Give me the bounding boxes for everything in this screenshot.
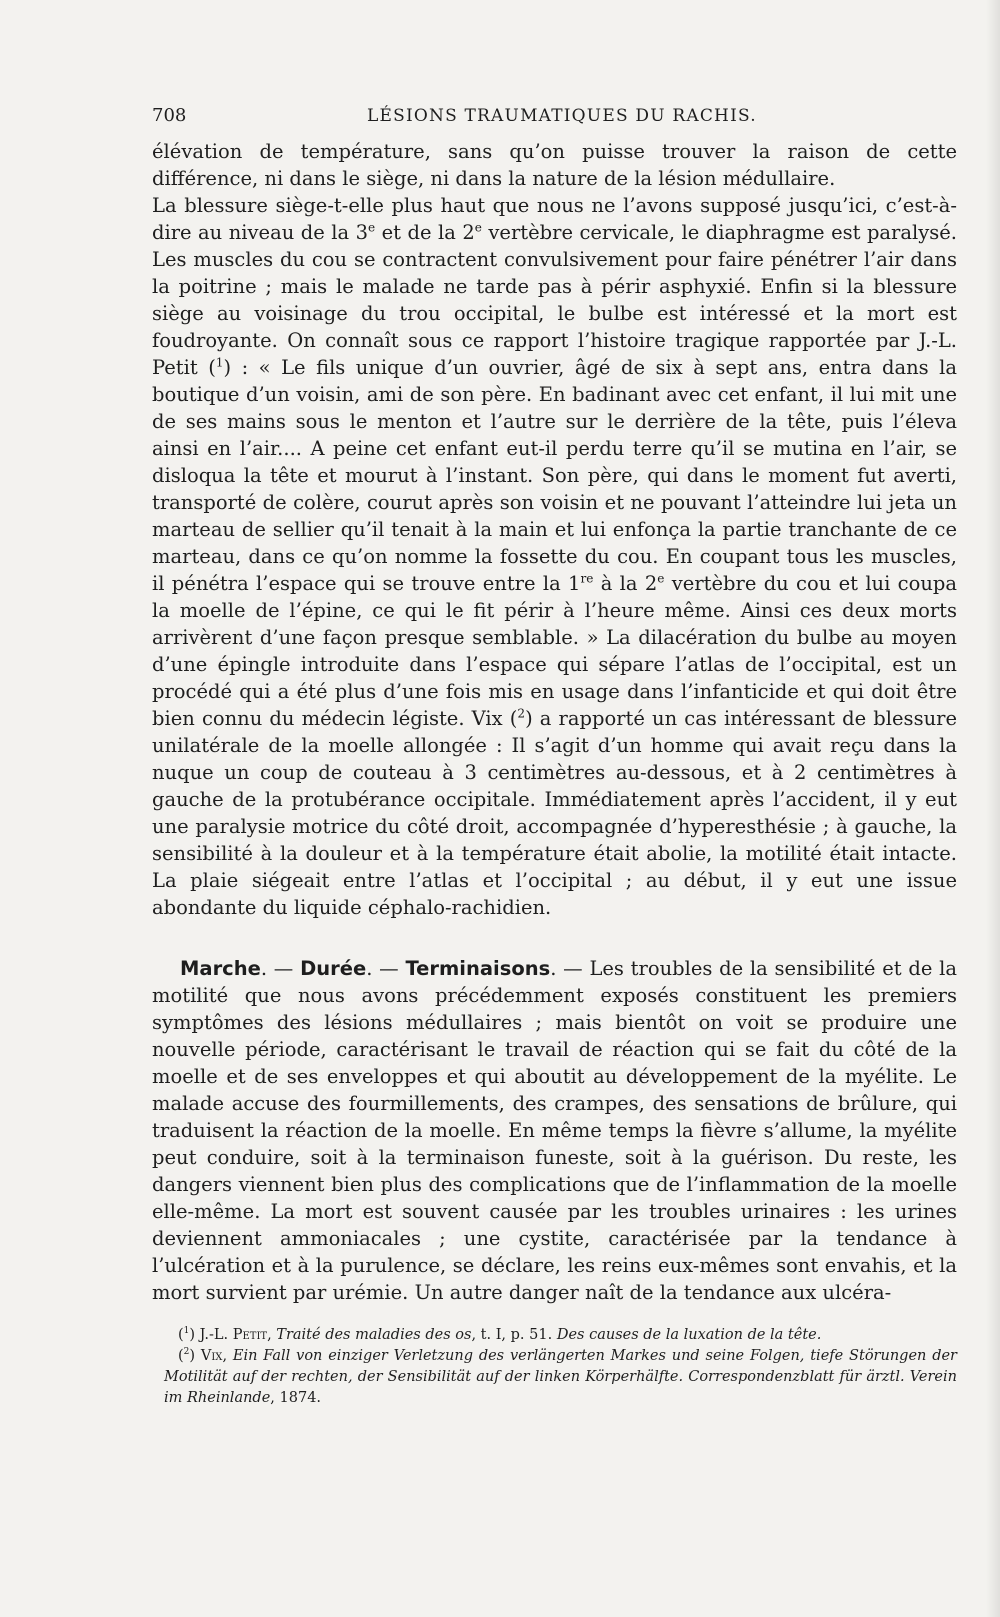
footnote-author: Vix [200, 1348, 223, 1364]
section-marche-duree-terminaisons [152, 955, 957, 1306]
footnote-title: Ein Fall von einziger Verletzung des verlängerten Markes und seine Folgen, tiefe Störungen der Motilität auf der rechten, der Sensibilität auf der linken Körperhälfte. Correspondenzblatt für ärztl. Verein im Rheinlande [164, 1348, 957, 1406]
footnote-author-initials: J.-L. [199, 1327, 233, 1343]
paragraph-text: ) : « Le fils unique d’un ouvrier, âgé de six à sept ans, entra dans la boutique d’un voisin, ami de son père. En badinant avec cet enfant, il lui mit une de ses mains sous le menton et l’autre sur le derrière de la tête, puis l’éleva ainsi en l’air.... A peine cet enfant eut-il perdu terre qu’il se mutina en l’air, se disloqua la tête et mourut à l’instant. Son père, qui dans le moment fut averti, transporté de colère, courut après son voisin et ne pouvant l’atteindre lui jeta un marteau de sellier qu’il tenait à la main et lui enfonça la partie tranchante de ce marteau, dans ce qu’on nomme la fossette du cou. En coupant tous les muscles, il pénétra l’espace qui se trouve entre la 1 [152, 356, 957, 595]
section-heading-marche: Marche [180, 957, 261, 980]
paragraph-text: vertèbre cervicale, le diaphragme est paralysé. Les muscles du cou se contractent convulsivement pour faire pénétrer l’air dans la poitrine ; mais le malade ne tarde pas à périr asphyxié. Enfin si la blessure siège au voisinage du trou occipital, le bulbe est intéressé et la mort est foudroyante. On connaît sous ce rapport l’histoire tragique rapportée par J.-L. Petit ( [152, 221, 957, 379]
footnotes [164, 1325, 957, 1409]
section-heading-duree: Durée [300, 957, 367, 980]
footnote-separator: , [222, 1348, 233, 1364]
section-heading-terminaisons: Terminaisons [405, 957, 551, 980]
footnote-ref-1: 1 [215, 355, 224, 370]
footnote-ref-2: 2 [517, 706, 526, 721]
paragraph-text: vertèbre du cou et lui coupa la moelle de l’épine, ce qui le fit périr à l’heure même. Ainsi ces deux morts arrivèrent d’une façon presque semblable. » La dilacération du bulbe au moyen d’une épingle introduite dans l’espace qui sépare l’atlas de l’occipital, est un procédé qui a été plus d’une fois mis en usage dans l’infanticide et qui doit être bien connu du médecin légiste. Vix ( [152, 572, 958, 730]
footnote-author: Petit [232, 1327, 268, 1343]
footnote-reference: , t. I, p. 51. [471, 1327, 557, 1343]
body-text [152, 138, 957, 921]
footnote-chapter: Des causes de la luxation de la tête. [556, 1327, 822, 1343]
paragraph-upper-cervical [152, 192, 957, 921]
footnote-mark: 2 [183, 1347, 190, 1358]
footnote-1: ($^1$) J.-L. Petit, Traité des maladies des os, t. I, p. 51. Des causes de la luxation de la tête. [178, 1326, 822, 1343]
paragraph-text: élévation de température, sans qu’on puisse trouver la raison de cette différence, ni dans le siège, ni dans la nature de la lésion médullaire. [152, 140, 957, 190]
superscript: e [657, 571, 665, 586]
paragraph-text: La blessure siège-t-elle plus haut que nous ne l’avons supposé jusqu’ici, c’est-à-dire au niveau de la 3 [152, 194, 957, 244]
page-edge-shadow [986, 0, 1000, 1617]
footnote-2: ($^2$) Vix, Ein Fall von einziger Verletzung des verlängerten Markes und seine Folgen, tiefe Störungen der Motilität auf der rechten, der Sensibilität auf der linken Körperhälfte. Correspondenzblatt für ärztl. Verein im Rheinlande, 1874. [164, 1347, 957, 1406]
footnote-title: Traité des maladies des os [276, 1327, 472, 1343]
superscript: e [368, 220, 376, 235]
footnote-mark: 1 [183, 1326, 190, 1337]
footnote-year: , 1874. [270, 1390, 322, 1406]
footnote-separator: , [267, 1327, 277, 1343]
superscript: re [580, 571, 594, 586]
paragraph-text: ) a rapporté un cas intéressant de blessure unilatérale de la moelle allongée : Il s’agit d’un homme qui avait reçu dans la nuque un coup de couteau à 3 centimètres au-dessous, et à 2 centimètres à gauche de la protubérance occipitale. Immédiatement après l’accident, il y eut une paralysie motrice du côté droit, accompagnée d’hyperesthésie ; à gauche, la sensibilité à la douleur et à la température était abolie, la motilité était intacte. La plaie siégeait entre l’atlas et l’occipital ; au début, il y eut une issue abondante du liquide céphalo-rachidien. [152, 707, 957, 919]
superscript: e [474, 220, 482, 235]
heading-separator: . — [550, 957, 590, 980]
paragraph-text: et de la 2 [375, 221, 475, 244]
page-header [152, 103, 972, 129]
paragraph-text: à la 2 [593, 572, 658, 595]
paragraph-continuation [152, 138, 957, 192]
section-text: Les troubles de la sensibilité et de la motilité que nous avons précédemment exposés constituent les premiers symptômes des lésions médullaires ; mais bientôt on voit se produire une nouvelle période, caractérisant le travail de réaction qui se fait du côté de la moelle et de ses enveloppes et qui aboutit au développement de la myélite. Le malade accuse des fourmillements, des crampes, des sensations de brûlure, qui traduisent la réaction de la moelle. En même temps la fièvre s’allume, la myélite peut conduire, soit à la terminaison funeste, soit à la guérison. Du reste, les dangers viennent bien plus des complications que de l’inflammation de la moelle elle-même. La mort est souvent causée par les troubles urinaires : les urines deviennent ammoniacales ; une cystite, caractérisée par la tendance à l’ulcération et à la purulence, se déclare, les reins eux-mêmes sont envahis, et la mort survient par urémie. Un autre danger naît de la tendance aux ulcéra- [152, 957, 957, 1304]
heading-separator: . — [366, 957, 406, 980]
running-title: LÉSIONS TRAUMATIQUES DU RACHIS. [367, 106, 757, 126]
heading-separator: . — [260, 957, 301, 980]
page-number: 708 [152, 105, 187, 126]
